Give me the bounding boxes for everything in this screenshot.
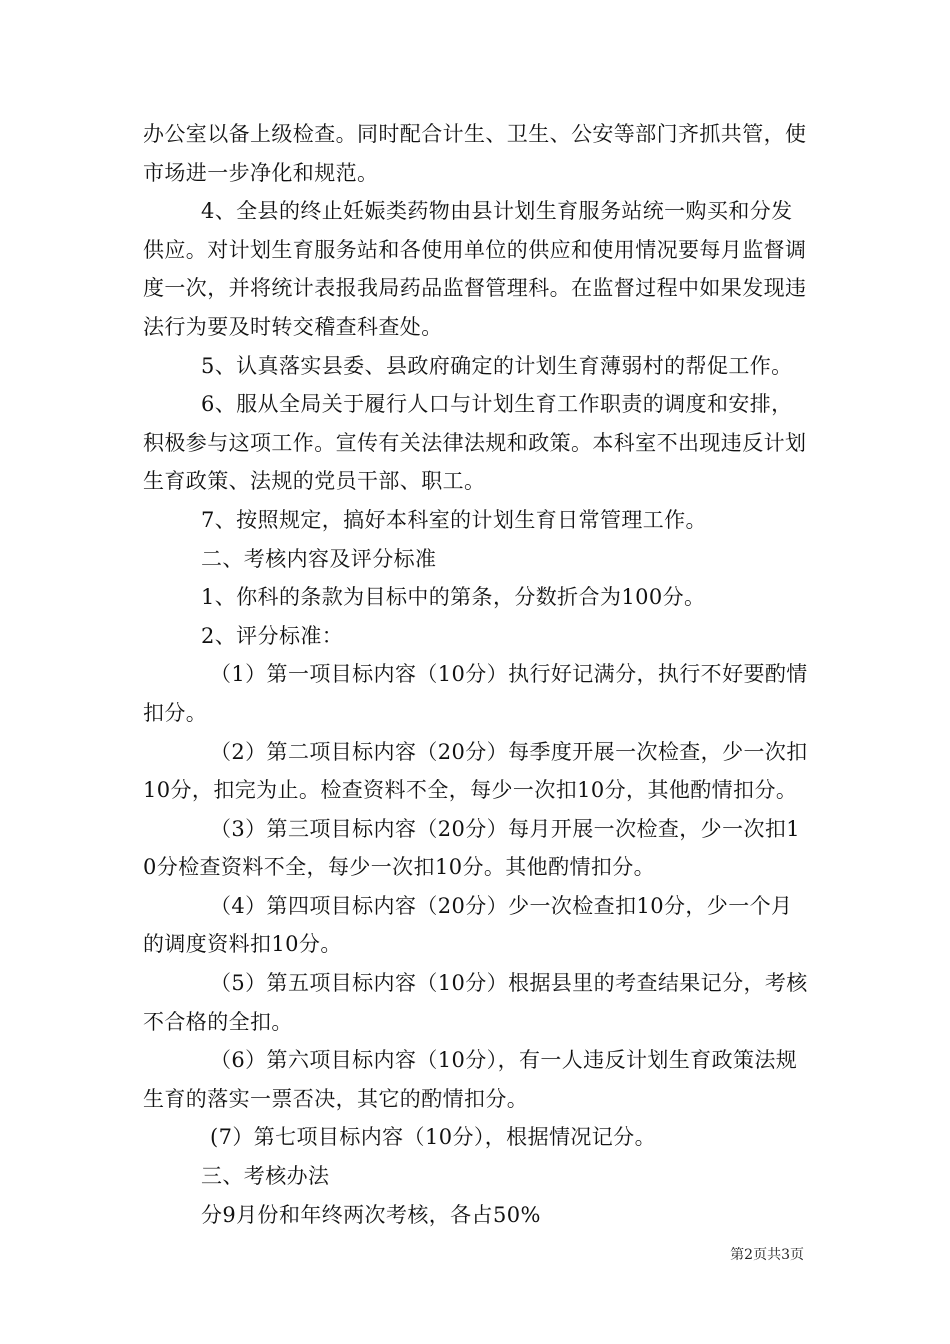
scoring-item-1: （1）第一项目标内容（10分）执行好记满分，执行不好要酌情扣分。 bbox=[143, 662, 808, 725]
paragraph-1: 办公室以备上级检查。同时配合计生、卫生、公安等部门齐抓共管，使市场进一步净化和规范。 bbox=[143, 122, 807, 185]
paragraph-17: 分9月份和年终两次考核，各占50% bbox=[201, 1202, 541, 1227]
paragraph-7: 1、你科的条款为目标中的第条，分数折合为100分。 bbox=[201, 585, 706, 610]
scoring-item-4: （4）第四项目标内容（20分）少一次检查扣10分，少一个月的调度资料扣10分。 bbox=[143, 893, 793, 957]
section-heading-2: 二、考核内容及评分标准 bbox=[201, 546, 437, 571]
paragraph-2: 4、全县的终止妊娠类药物由县计划生育服务站统一购买和分发供应。对计划生育服务站和各使用单位的供应和使用情况要每月监督调度一次，并将统计表报我局药品监督管理科。在监督过程中如果发现违法行为要及时转交稽查科查处。 bbox=[143, 199, 807, 339]
scoring-item-2: （2）第二项目标内容（20分）每季度开展一次检查，少一次扣10分，扣完为止。检查资料不全，每少一次扣10分，其他酌情扣分。 bbox=[143, 739, 808, 803]
scoring-item-7: (7）第七项目标内容（10分），根据情况记分。 bbox=[210, 1125, 656, 1150]
paragraph-4: 6、服从全局关于履行人口与计划生育工作职责的调度和安排，积极参与这项工作。宣传有关法律法规和政策。本科室不出现违反计划生育政策、法规的党员干部、职工。 bbox=[143, 392, 807, 494]
paragraph-8: 2、评分标准： bbox=[201, 623, 344, 648]
page-number-footer: 第2页共3页 bbox=[730, 1247, 804, 1263]
scoring-item-5: （5）第五项目标内容（10分）根据县里的考查结果记分，考核不合格的全扣。 bbox=[143, 971, 808, 1034]
section-heading-3: 三、考核办法 bbox=[201, 1164, 330, 1189]
paragraph-5: 7、按照规定，搞好本科室的计划生育日常管理工作。 bbox=[201, 507, 707, 532]
scoring-item-3: （3）第三项目标内容（20分）每月开展一次检查，少一次扣10分检查资料不全，每少一次扣10分。其他酌情扣分。 bbox=[143, 816, 801, 880]
scoring-item-6: （6）第六项目标内容（10分），有一人违反计划生育政策法规生育的落实一票否决，其它的酌情扣分。 bbox=[143, 1048, 798, 1111]
document-body bbox=[143, 115, 811, 1234]
paragraph-3: 5、认真落实县委、县政府确定的计划生育薄弱村的帮促工作。 bbox=[201, 353, 793, 378]
